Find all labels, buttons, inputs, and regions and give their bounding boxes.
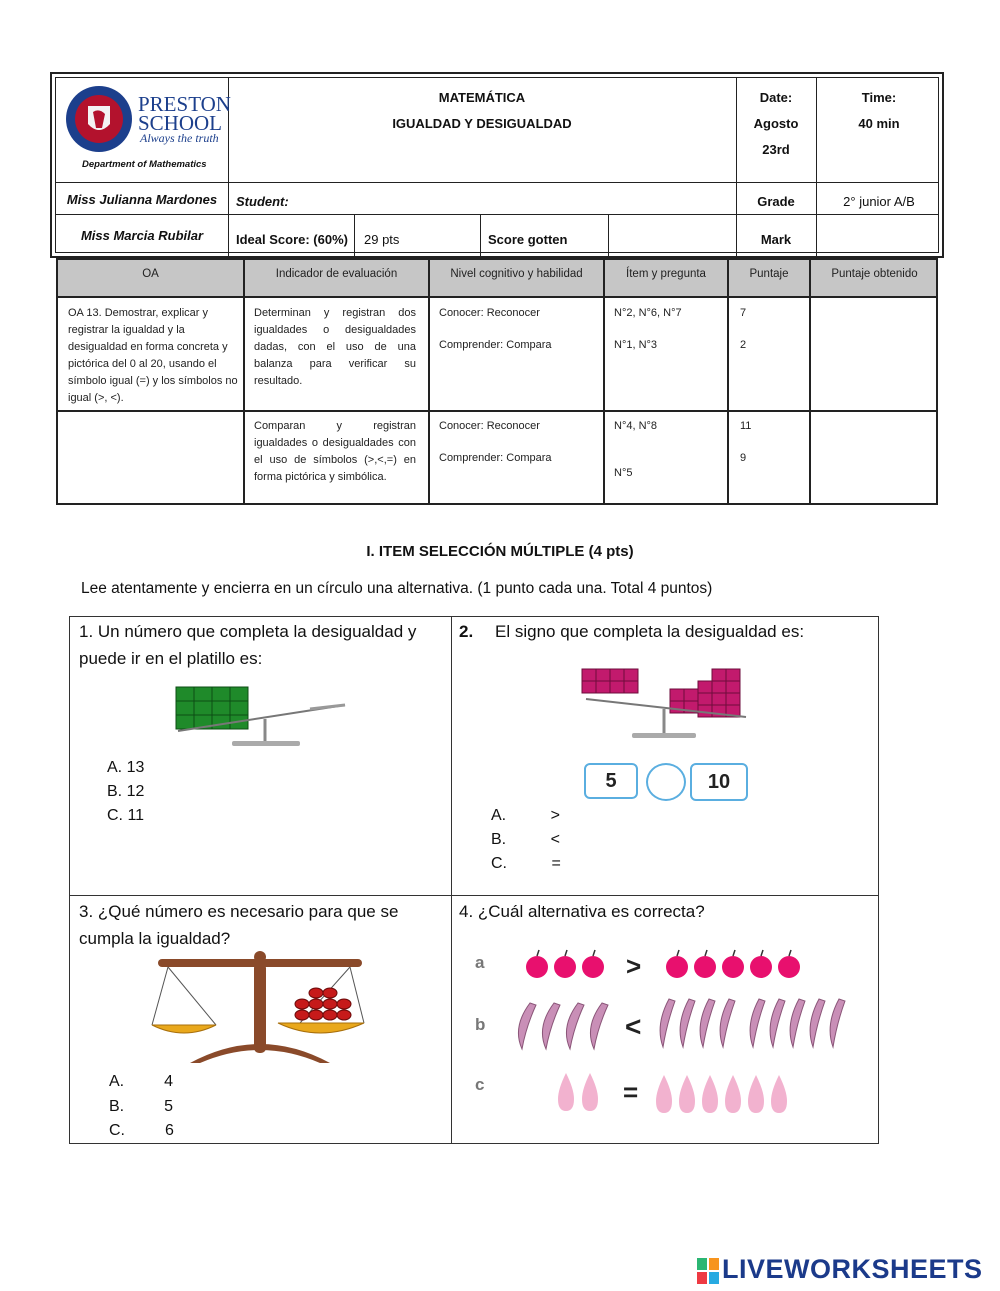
time-label: Time: [861, 90, 897, 105]
subject-title: MATEMÁTICA [438, 90, 526, 105]
oa-header-items: Ítem y pregunta [626, 268, 706, 280]
q3-option-b[interactable]: B. 5 [109, 1098, 174, 1115]
oa-header-points: Puntaje [749, 268, 789, 280]
ideal-score-value: 29 pts [364, 232, 400, 247]
q4-row-a-apples-right [662, 947, 812, 981]
q3-balance-image [150, 949, 370, 1065]
oa-header-obtained: Puntaje obtenido [831, 268, 918, 280]
q4-row-b-bananas-right [655, 993, 855, 1053]
mark-field[interactable] [818, 216, 942, 254]
oa-header-indicator: Indicador de evaluación [275, 268, 398, 280]
oa-row1-level-2: Comprender: Compara [439, 339, 552, 351]
q2-balance-image [576, 659, 754, 741]
oa-row2-level-1: Conocer: Reconocer [439, 420, 540, 432]
oa-row1-points-2: 2 [740, 339, 747, 351]
ideal-score-label: Ideal Score: (60%) [236, 232, 348, 247]
q1-option-b[interactable]: B. 12 [107, 783, 145, 800]
oa-table [56, 258, 938, 505]
section-title: I. ITEM SELECCIÓN MÚLTIPLE (4 pts) [366, 543, 634, 560]
q4-row-b-label[interactable]: b [475, 1015, 486, 1034]
school-name-1: PRESTON [138, 92, 231, 116]
teacher-1: Miss Julianna Mardones [66, 192, 218, 207]
q2-option-b[interactable]: B. < [491, 831, 560, 848]
q4-row-b-bananas-left [510, 997, 620, 1053]
q1-balance-image [170, 679, 350, 749]
oa-row1-level-1: Conocer: Reconocer [439, 307, 540, 319]
q4-row-c-pears-left [554, 1069, 604, 1113]
header-inner [55, 77, 939, 253]
oa-row2-points-2: 9 [740, 452, 747, 464]
oa-row2-level-2: Comprender: Compara [439, 452, 552, 464]
questions-grid [69, 616, 879, 1144]
header-table [50, 72, 944, 258]
oa-row2-points-1: 11 [740, 420, 752, 432]
oa-row2-items-2: N°5 [614, 467, 633, 479]
q2-option-a[interactable]: A. > [491, 807, 560, 824]
oa-header-level: Nivel cognitivo y habilidad [450, 268, 583, 280]
mark-label: Mark [760, 232, 792, 247]
oa-header-oa: OA [142, 268, 159, 280]
oa-row1-oa: OA 13. Demostrar, explicar y registrar la igualdad y la desigualdad en forma concreta y pictórica del 0 al 20, usando el símbolo igual (=) y los símbolos no igual (>, <). [68, 307, 238, 404]
school-crest-icon [64, 84, 134, 154]
q4-row-a-sign: > [626, 951, 642, 981]
q2-sign-circle[interactable] [646, 763, 686, 801]
q2-number: 2. [459, 622, 474, 641]
date-label: Date: [759, 90, 793, 105]
oa-row1-indicator: Determinan y registran dos igualdades o desigualdades dadas, con el uso de una balanza para verificar su resultado. [254, 307, 416, 387]
score-gotten-label: Score gotten [488, 232, 568, 247]
q4-row-c-sign: = [623, 1077, 639, 1107]
q4-row-b-sign: < [625, 1011, 642, 1042]
time-value: 40 min [858, 116, 900, 131]
q4-row-a-label[interactable]: a [475, 953, 485, 972]
q4-row-a-apples-left [522, 947, 612, 981]
oa-row2-items-1: N°4, N°8 [614, 420, 658, 432]
school-name-2: SCHOOL [138, 111, 223, 135]
q2-text: El signo que completa la desigualdad es: [495, 622, 805, 641]
q1-option-c[interactable]: C. 11 [107, 807, 145, 824]
student-name-field[interactable] [316, 186, 730, 210]
oa-row1-items-1: N°2, N°6, N°7 [614, 307, 682, 319]
section-instruction: Lee atentamente y encierra en un círculo una alternativa. (1 punto cada una. Total 4 puntos) [81, 580, 713, 597]
q1-option-a[interactable]: A. 13 [107, 759, 145, 776]
teacher-2: Miss Marcia Rubilar [80, 228, 204, 243]
topic-title: IGUALDAD Y DESIGUALDAD [392, 116, 572, 131]
q2-left-number-box: 5 [584, 763, 638, 799]
q2-option-c[interactable]: C. = [491, 855, 561, 872]
grade-label: Grade [757, 194, 795, 209]
grade-value: 2° junior A/B [843, 194, 915, 209]
q1-text: 1. Un número que completa la desigualdad y puede ir en el platillo es: [79, 622, 417, 668]
q4-row-c-label[interactable]: c [475, 1075, 485, 1094]
department-label: Department of Mathematics [82, 159, 207, 170]
q3-option-c[interactable]: C. 6 [109, 1122, 174, 1139]
q3-text: 3. ¿Qué número es necesario para que se cumpla la igualdad? [79, 902, 399, 948]
score-gotten-field[interactable] [610, 216, 734, 254]
q3-option-a[interactable]: A. 4 [109, 1073, 174, 1090]
oa-row2-indicator: Comparan y registran igualdades o desigualdades con el uso de símbolos (>,<,=) en forma pictórica y simbólica. [254, 420, 416, 483]
liveworksheets-brand[interactable]: LIVEWORKSHEETS [722, 1254, 983, 1284]
q2-right-number-box: 10 [690, 763, 748, 801]
date-value-day: 23rd [762, 142, 790, 157]
liveworksheets-logo-icon [697, 1258, 719, 1284]
school-motto: Always the truth [140, 131, 219, 145]
q4-text: 4. ¿Cuál alternativa es correcta? [459, 902, 705, 921]
oa-row1-items-2: N°1, N°3 [614, 339, 658, 351]
q4-row-c-pears-right [652, 1069, 802, 1115]
date-value-month: Agosto [753, 116, 799, 131]
oa-row1-points-1: 7 [740, 307, 747, 319]
student-label: Student: [236, 194, 289, 209]
